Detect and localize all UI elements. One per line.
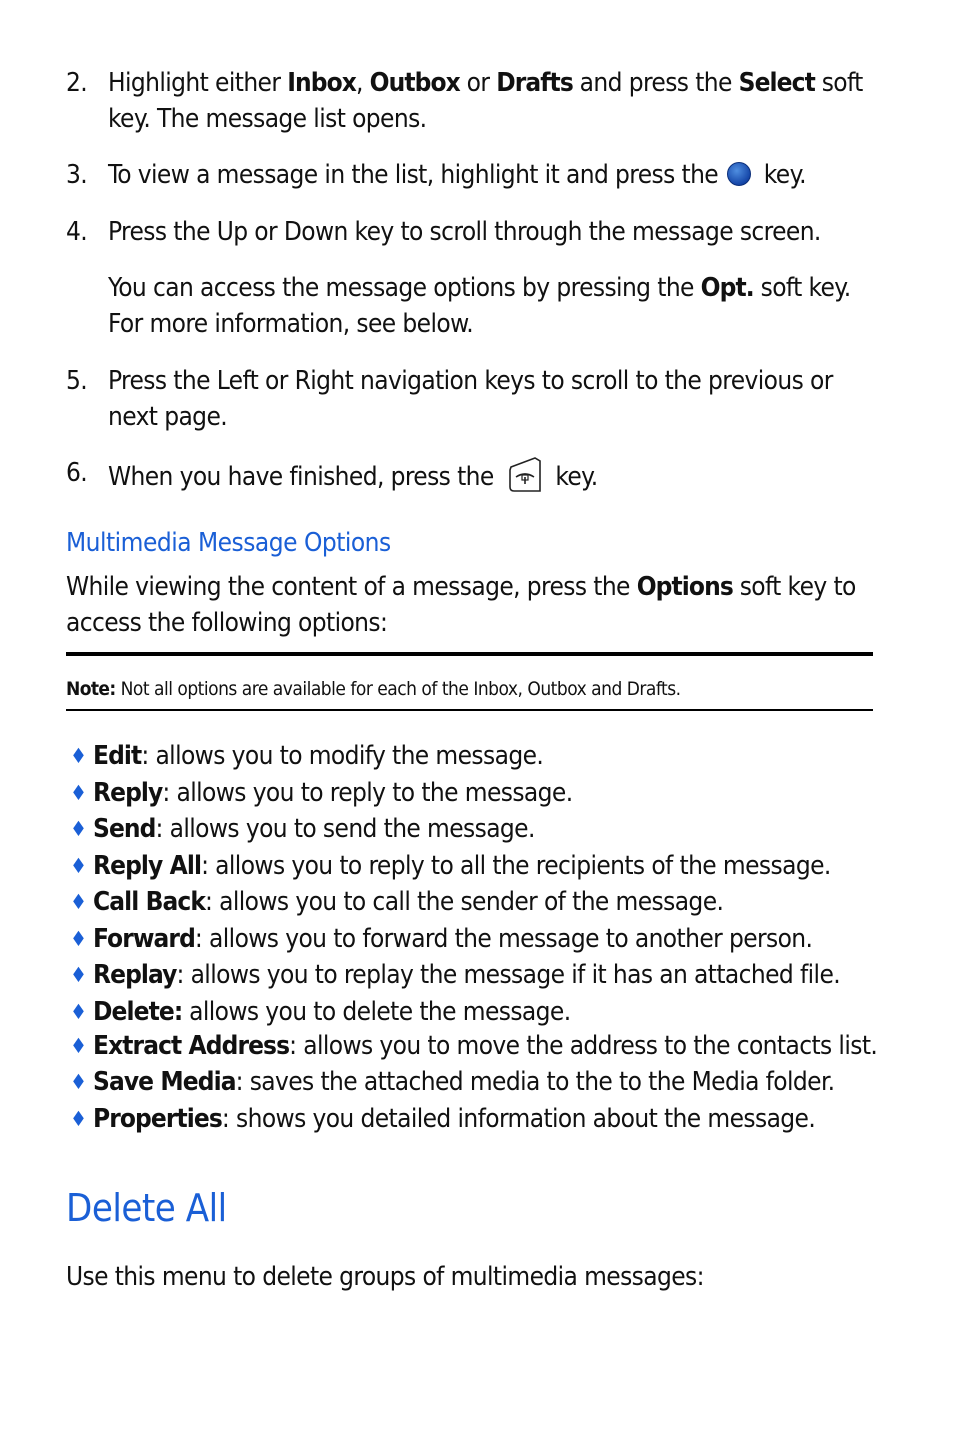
diamond-bullet-icon: ♦ — [70, 1070, 87, 1094]
ok-key-icon — [727, 162, 751, 186]
diamond-bullet-icon: ♦ — [70, 780, 87, 805]
step-3 — [66, 157, 876, 193]
list-item: ♦ Delete: allows you to delete the message. — [70, 994, 880, 1031]
section-intro: While viewing the content of a message, press the Options soft key to access the following options: — [66, 572, 856, 638]
step-4-detail: You can access the message options by pressing the Opt. soft key. For more information, see below. — [108, 273, 851, 339]
diamond-bullet-icon: ♦ — [70, 1034, 87, 1058]
step-text: Highlight either Inbox, Outbox or Drafts and press the Select soft key. The message list opens. — [108, 68, 863, 134]
end-key-icon — [505, 455, 545, 495]
step-text: To view a message in the list, highlight it and press the key. — [108, 160, 806, 190]
inbox-term: Inbox — [287, 68, 356, 98]
diamond-bullet-icon: ♦ — [70, 853, 87, 878]
list-item: ♦ Extract Address: allows you to move the address to the contacts list. — [70, 1031, 878, 1061]
list-item: ♦ Reply All: allows you to reply to all the recipients of the message. — [70, 848, 880, 885]
step-number: 4. — [66, 217, 88, 247]
step-text: Press the Left or Right navigation keys to scroll to the previous or next page. — [108, 366, 833, 432]
list-item: ♦ Properties: shows you detailed information about the message. — [70, 1101, 880, 1138]
step-number: 5. — [66, 366, 88, 396]
diamond-bullet-icon: ♦ — [70, 963, 87, 987]
options-term: Options — [636, 572, 733, 602]
list-item: ♦ Forward: allows you to forward the message to another person. — [70, 921, 880, 958]
note-label: Note: — [66, 678, 116, 700]
step-4 — [66, 214, 876, 250]
diamond-bullet-icon: ♦ — [70, 890, 87, 914]
opt-term: Opt. — [700, 273, 754, 303]
step-number: 3. — [66, 160, 88, 190]
list-item: ♦ Call Back: allows you to call the sender of the message. — [70, 884, 880, 921]
outbox-term: Outbox — [369, 68, 460, 98]
list-item: ♦ Reply: allows you to reply to the message. — [70, 775, 880, 812]
step-number: 2. — [66, 68, 88, 98]
list-item: ♦ Edit: allows you to modify the message. — [70, 738, 880, 775]
diamond-bullet-icon: ♦ — [70, 999, 87, 1024]
closing-text: Use this menu to delete groups of multimedia messages: — [66, 1262, 704, 1292]
step-5 — [66, 363, 876, 435]
section-heading: Delete All — [66, 1186, 227, 1230]
diamond-bullet-icon: ♦ — [70, 744, 87, 768]
options-list — [70, 738, 880, 1137]
diamond-bullet-icon: ♦ — [70, 1106, 87, 1131]
step-2 — [66, 65, 876, 137]
drafts-term: Drafts — [496, 68, 573, 98]
section-subheading: Multimedia Message Options — [66, 528, 391, 558]
note — [66, 678, 681, 700]
step-6 — [66, 455, 876, 495]
step-number: 6. — [66, 458, 88, 488]
select-term: Select — [738, 68, 815, 98]
note-text: Not all options are available for each of the Inbox, Outbox and Drafts. — [115, 678, 681, 700]
step-text: When you have finished, press the key. — [108, 455, 876, 495]
diamond-bullet-icon: ♦ — [70, 817, 87, 841]
note-top-rule — [66, 652, 873, 656]
diamond-bullet-icon: ♦ — [70, 926, 87, 951]
note-bottom-rule — [66, 709, 873, 711]
list-item: ♦ Send: allows you to send the message. — [70, 811, 880, 848]
list-item: ♦ Replay: allows you to replay the message if it has an attached file. — [70, 957, 880, 994]
step-text: Press the Up or Down key to scroll through the message screen. — [108, 217, 821, 247]
list-item: ♦ Save Media: saves the attached media to the to the Media folder. — [70, 1064, 880, 1101]
